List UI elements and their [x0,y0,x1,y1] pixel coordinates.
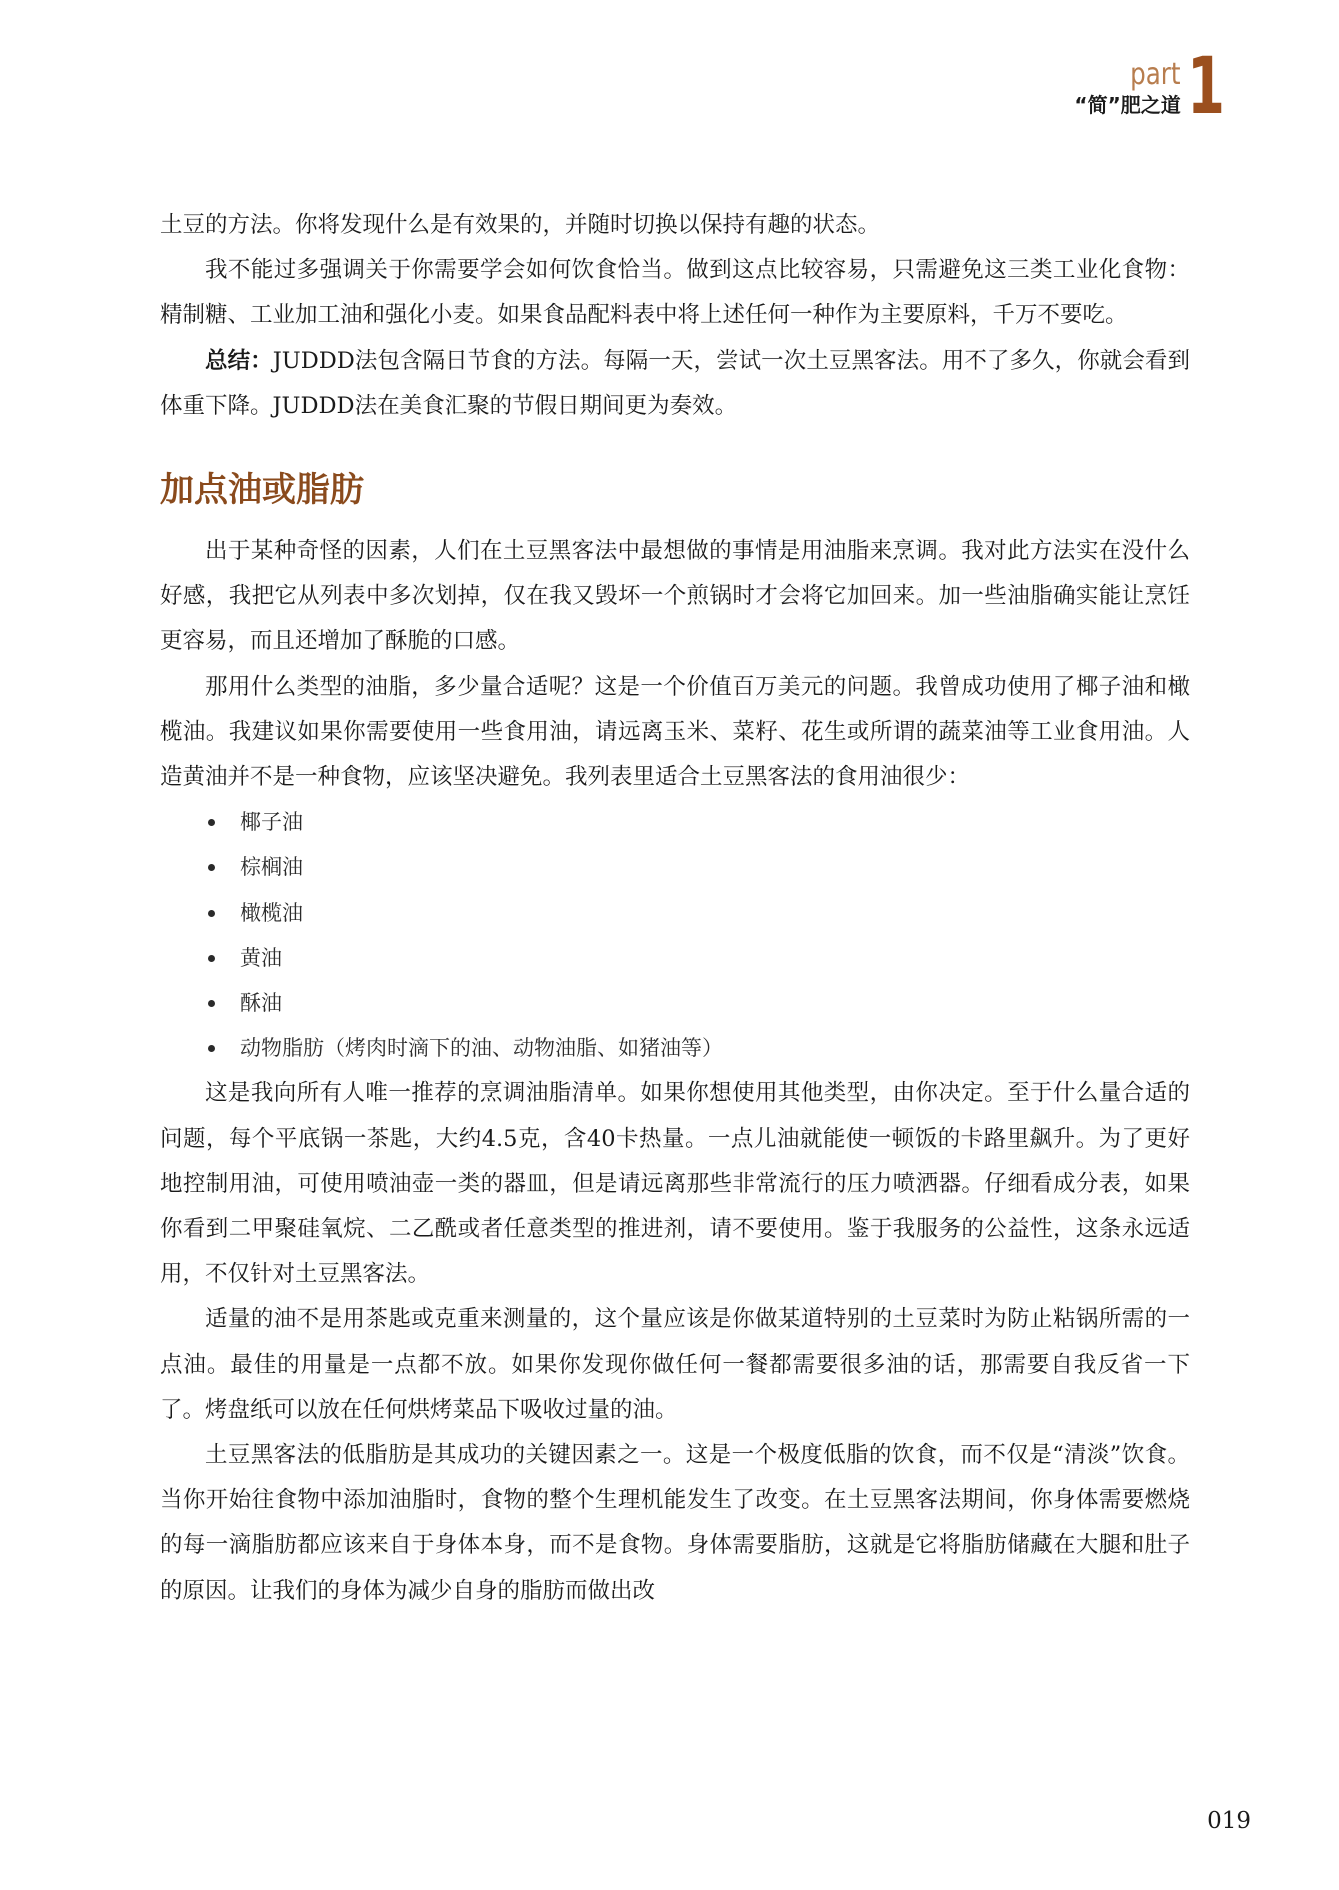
section-name: “简”肥之道 [1074,93,1181,117]
part-label: part [1130,57,1181,92]
section-heading: 加点油或脂肪 [160,470,364,511]
bullet-icon [208,819,215,826]
bullet-icon [208,1045,215,1052]
list-item [208,981,1190,1026]
paragraph-continued: 土豆的方法。你将发现什么是有效果的，并随时切换以保持有趣的状态。 [160,212,881,238]
bullet-icon [208,910,215,917]
list-item-text: 黄油 [240,945,282,970]
list-item-text: 橄榄油 [240,900,303,925]
paragraph: 土豆黑客法的低脂肪是其成功的关键因素之一。这是一个极度低脂的饮食，而不仅是“清淡”饮食。当你开始往食物中添加油脂时，食物的整个生理机能发生了改变。在土豆黑客法期间，你身体需要燃烧的每一滴脂肪都应该来自于身体本身，而不是食物。身体需要脂肪，这就是它将脂肪储藏在大腿和肚子的原因。让我们的身体为减少自身的脂肪而做出改 [160,1442,1190,1604]
paragraph: 这是我向所有人唯一推荐的烹调油脂清单。如果你想使用其他类型，由你决定。至于什么量合适的问题，每个平底锅一茶匙，大约4.5克，含40卡热量。一点儿油就能使一顿饭的卡路里飙升。为了更好地控制用油，可使用喷油壶一类的器皿，但是请远离那些非常流行的压力喷洒器。仔细看成分表，如果你看到二甲聚硅氧烷、二乙酰或者任意类型的推进剂，请不要使用。鉴于我服务的公益性，这条永远适用，不仅针对土豆黑客法。 [160,1080,1190,1288]
running-header [1074,42,1241,132]
paragraph: 我不能过多强调关于你需要学会如何饮食恰当。做到这点比较容易，只需避免这三类工业化食物：精制糖、工业加工油和强化小麦。如果食品配料表中将上述任何一种作为主要原料，千万不要吃。 [160,257,1190,329]
bullet-icon [208,1000,215,1007]
list-item [208,1026,1190,1071]
list-item [208,936,1190,981]
list-item-text: 动物脂肪（烤肉时滴下的油、动物油脂、如猪油等） [240,1036,723,1061]
header-text [1074,58,1180,118]
paragraph: 出于某种奇怪的因素，人们在土豆黑客法中最想做的事情是用油脂来烹调。我对此方法实在没什么好感，我把它从列表中多次划掉，仅在我又毁坏一个煎锅时才会将它加回来。加一些油脂确实能让烹饪更容易，而且还增加了酥脆的口感。 [160,538,1190,655]
page-body [160,203,1190,1614]
list-item-text: 椰子油 [240,810,303,835]
paragraph: 适量的油不是用茶匙或克重来测量的，这个量应该是你做某道特别的土豆菜时为防止粘锅所需的一点油。最佳的用量是一点都不放。如果你发现你做任何一餐都需要很多油的话，那需要自我反省一下了。烤盘纸可以放在任何烘烤菜品下吸收过量的油。 [160,1306,1190,1423]
paragraph: 那用什么类型的油脂，多少量合适呢？这是一个价值百万美元的问题。我曾成功使用了椰子油和橄榄油。我建议如果你需要使用一些食用油，请远离玉米、菜籽、花生或所谓的蔬菜油等工业食用油。人造黄油并不是一种食物，应该坚决避免。我列表里适合土豆黑客法的食用油很少： [160,673,1190,791]
summary-paragraph [160,339,1190,429]
list-item [208,800,1190,845]
bullet-icon [208,955,215,962]
list-item-text: 酥油 [240,991,282,1016]
list-item-text: 棕榈油 [240,855,303,880]
bullet-icon [208,864,215,871]
summary-label: 总结： [205,347,273,374]
part-number: 1 [1186,42,1225,132]
list-item [208,845,1190,890]
oil-list [160,800,1190,1071]
page-number: 019 [1207,1808,1251,1834]
list-item [208,891,1190,936]
summary-text: JUDDD法包含隔日节食的方法。每隔一天，尝试一次土豆黑客法。用不了多久，你就会看到体重下降。JUDDD法在美食汇聚的节假日期间更为奏效。 [160,347,1190,419]
